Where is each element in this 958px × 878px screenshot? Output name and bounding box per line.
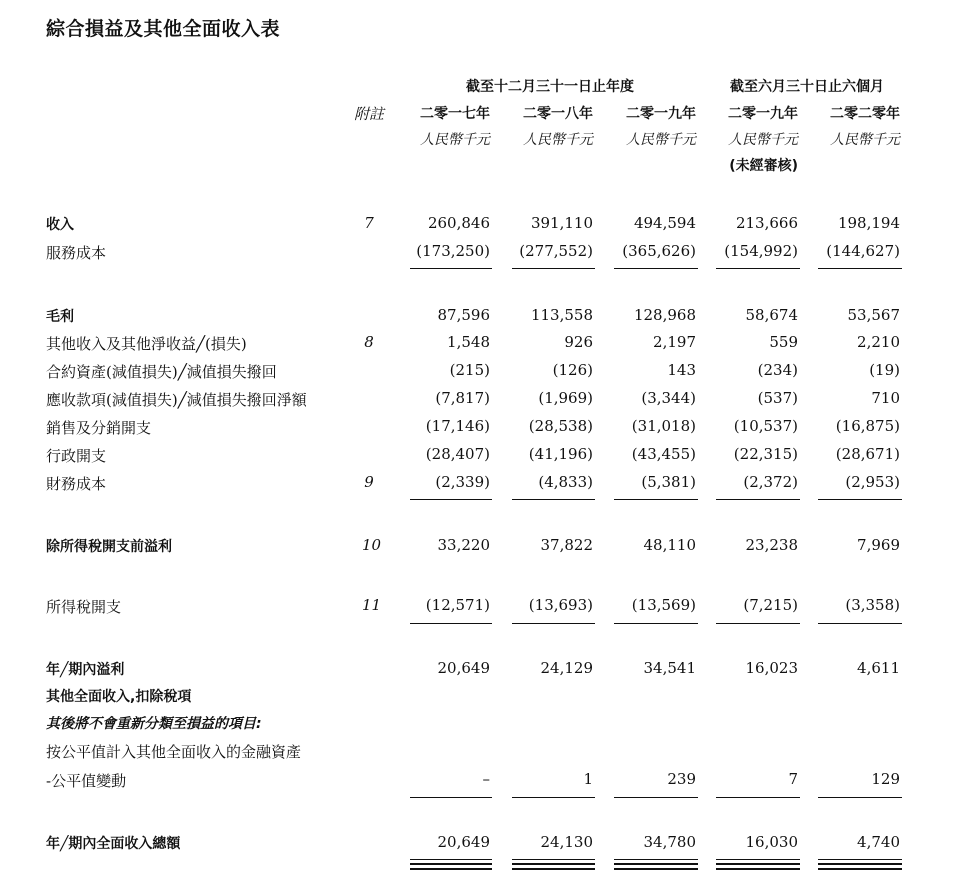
table-cell: (16,875) (835, 417, 900, 435)
underline-rule (410, 859, 492, 860)
table-cell: 58,674 (745, 306, 798, 324)
table-cell: 113,558 (530, 306, 593, 324)
table-cell: 7,969 (857, 536, 900, 554)
table-cell: (234) (757, 361, 798, 379)
table-cell: (537) (757, 389, 798, 407)
unit-header: 人民幣千元 (523, 132, 593, 148)
underline-rule (410, 499, 492, 500)
table-cell: (17,146) (425, 417, 490, 435)
row-label: 按公平值計入其他全面收入的金融資產 (46, 743, 302, 761)
table-cell: 24,129 (540, 659, 593, 677)
group-header-year: 截至十二月三十一日止年度 (466, 79, 634, 95)
table-cell: 1 (583, 770, 593, 788)
table-cell: (10,537) (733, 417, 798, 435)
table-cell: (1,969) (538, 389, 593, 407)
double-underline-rule (818, 868, 902, 870)
table-cell: 16,030 (745, 833, 798, 851)
table-cell: 20,649 (437, 833, 490, 851)
unit-header: 人民幣千元 (626, 132, 696, 148)
underline-rule (818, 623, 902, 624)
row-label: 年╱期內全面收入總額 (46, 836, 181, 852)
row-label: 其他收入及其他淨收益╱(損失) (46, 335, 247, 353)
underline-rule (818, 499, 902, 500)
table-cell: (277,552) (519, 242, 593, 260)
unaudited-note: (未經審核) (729, 158, 798, 174)
table-cell: 260,846 (427, 214, 490, 232)
row-label: 收入 (46, 217, 74, 233)
table-cell: 16,023 (745, 659, 798, 677)
table-cell: (28,538) (528, 417, 593, 435)
table-cell: 128,968 (633, 306, 696, 324)
table-cell: 239 (667, 770, 696, 788)
underline-rule (614, 797, 698, 798)
double-underline-rule (818, 863, 902, 865)
table-cell: (41,196) (528, 445, 593, 463)
row-label: 財務成本 (46, 475, 107, 493)
table-cell: (3,344) (641, 389, 696, 407)
double-underline-rule (410, 863, 492, 865)
underline-rule (614, 268, 698, 269)
double-underline-rule (614, 868, 698, 870)
double-underline-rule (716, 863, 800, 865)
table-cell: 48,110 (643, 536, 696, 554)
row-label: 所得稅開支 (46, 598, 122, 616)
underline-rule (614, 859, 698, 860)
table-cell: (31,018) (631, 417, 696, 435)
double-underline-rule (410, 868, 492, 870)
row-note: 8 (364, 333, 374, 351)
table-cell: (2,339) (435, 473, 490, 491)
row-label: 應收款項(減值損失)╱減值損失撥回淨額 (46, 391, 307, 409)
underline-rule (716, 623, 800, 624)
table-cell: (2,372) (743, 473, 798, 491)
underline-rule (410, 623, 492, 624)
underline-rule (716, 499, 800, 500)
row-note: 9 (364, 473, 374, 491)
page-title: 綜合損益及其他全面收入表 (46, 18, 281, 40)
underline-rule (818, 268, 902, 269)
row-label: 其他全面收入,扣除稅項 (46, 689, 192, 705)
underline-rule (410, 268, 492, 269)
table-cell: 143 (667, 361, 696, 379)
table-cell: (5,381) (641, 473, 696, 491)
underline-rule (716, 797, 800, 798)
year-header: 二零一九年 (728, 106, 798, 122)
row-label: 服務成本 (46, 244, 107, 262)
table-cell: 7 (788, 770, 798, 788)
table-cell: 33,220 (437, 536, 490, 554)
table-cell: (43,455) (631, 445, 696, 463)
underline-rule (512, 859, 595, 860)
row-label: 行政開支 (46, 447, 107, 465)
year-header: 二零一七年 (420, 106, 490, 122)
table-cell: (7,215) (743, 596, 798, 614)
underline-rule (818, 859, 902, 860)
row-label: 銷售及分銷開支 (46, 419, 152, 437)
double-underline-rule (614, 863, 698, 865)
row-label: 其後將不會重新分類至損益的項目: (46, 716, 262, 732)
table-cell: 24,130 (540, 833, 593, 851)
table-cell: 2,210 (857, 333, 900, 351)
unit-header: 人民幣千元 (728, 132, 798, 148)
table-cell: 53,567 (847, 306, 900, 324)
underline-rule (512, 797, 595, 798)
table-cell: 391,110 (530, 214, 593, 232)
row-label: 合約資產(減值損失)╱減值損失撥回 (46, 363, 277, 381)
table-cell: 34,541 (643, 659, 696, 677)
table-cell: (126) (552, 361, 593, 379)
table-cell: 926 (564, 333, 593, 351)
table-cell: (28,407) (425, 445, 490, 463)
table-cell: – (482, 770, 490, 788)
table-cell: 710 (871, 389, 900, 407)
row-label: 毛利 (46, 309, 74, 325)
underline-rule (410, 797, 492, 798)
unit-header: 人民幣千元 (830, 132, 900, 148)
unit-header: 人民幣千元 (420, 132, 490, 148)
underline-rule (716, 268, 800, 269)
table-cell: (4,833) (538, 473, 593, 491)
double-underline-rule (716, 868, 800, 870)
underline-rule (818, 797, 902, 798)
table-cell: 198,194 (837, 214, 900, 232)
table-cell: (2,953) (845, 473, 900, 491)
underline-rule (512, 499, 595, 500)
table-cell: 4,740 (857, 833, 900, 851)
underline-rule (512, 268, 595, 269)
double-underline-rule (512, 863, 595, 865)
table-cell: (173,250) (416, 242, 490, 260)
table-cell: 129 (871, 770, 900, 788)
table-cell: (144,627) (826, 242, 900, 260)
table-cell: 34,780 (643, 833, 696, 851)
table-cell: (19) (869, 361, 900, 379)
row-label: 除所得稅開支前溢利 (46, 539, 172, 555)
table-cell: 87,596 (437, 306, 490, 324)
table-cell: 213,666 (735, 214, 798, 232)
table-cell: 4,611 (857, 659, 900, 677)
group-header-six-months: 截至六月三十日止六個月 (730, 79, 884, 95)
row-label: 年╱期內溢利 (46, 662, 125, 678)
table-cell: (7,817) (435, 389, 490, 407)
table-cell: 23,238 (745, 536, 798, 554)
table-cell: (13,693) (528, 596, 593, 614)
table-cell: (154,992) (724, 242, 798, 260)
table-cell: 1,548 (447, 333, 490, 351)
table-cell: (3,358) (845, 596, 900, 614)
table-cell: (22,315) (733, 445, 798, 463)
row-note: 11 (362, 596, 382, 614)
table-cell: 2,197 (653, 333, 696, 351)
underline-rule (614, 623, 698, 624)
table-cell: 20,649 (437, 659, 490, 677)
table-cell: 494,594 (633, 214, 696, 232)
table-cell: (28,671) (835, 445, 900, 463)
table-cell: (13,569) (631, 596, 696, 614)
table-cell: (365,626) (622, 242, 696, 260)
table-cell: 559 (769, 333, 798, 351)
row-note: 10 (362, 536, 382, 554)
year-header: 二零一九年 (626, 106, 696, 122)
table-cell: 37,822 (540, 536, 593, 554)
underline-rule (716, 859, 800, 860)
row-label: -公平值變動 (46, 772, 127, 790)
row-note: 7 (364, 214, 374, 232)
underline-rule (512, 623, 595, 624)
year-header: 二零二零年 (830, 106, 900, 122)
table-cell: (12,571) (425, 596, 490, 614)
year-header: 二零一八年 (523, 106, 593, 122)
underline-rule (614, 499, 698, 500)
note-column-header: 附註 (354, 105, 385, 123)
double-underline-rule (512, 868, 595, 870)
table-cell: (215) (449, 361, 490, 379)
